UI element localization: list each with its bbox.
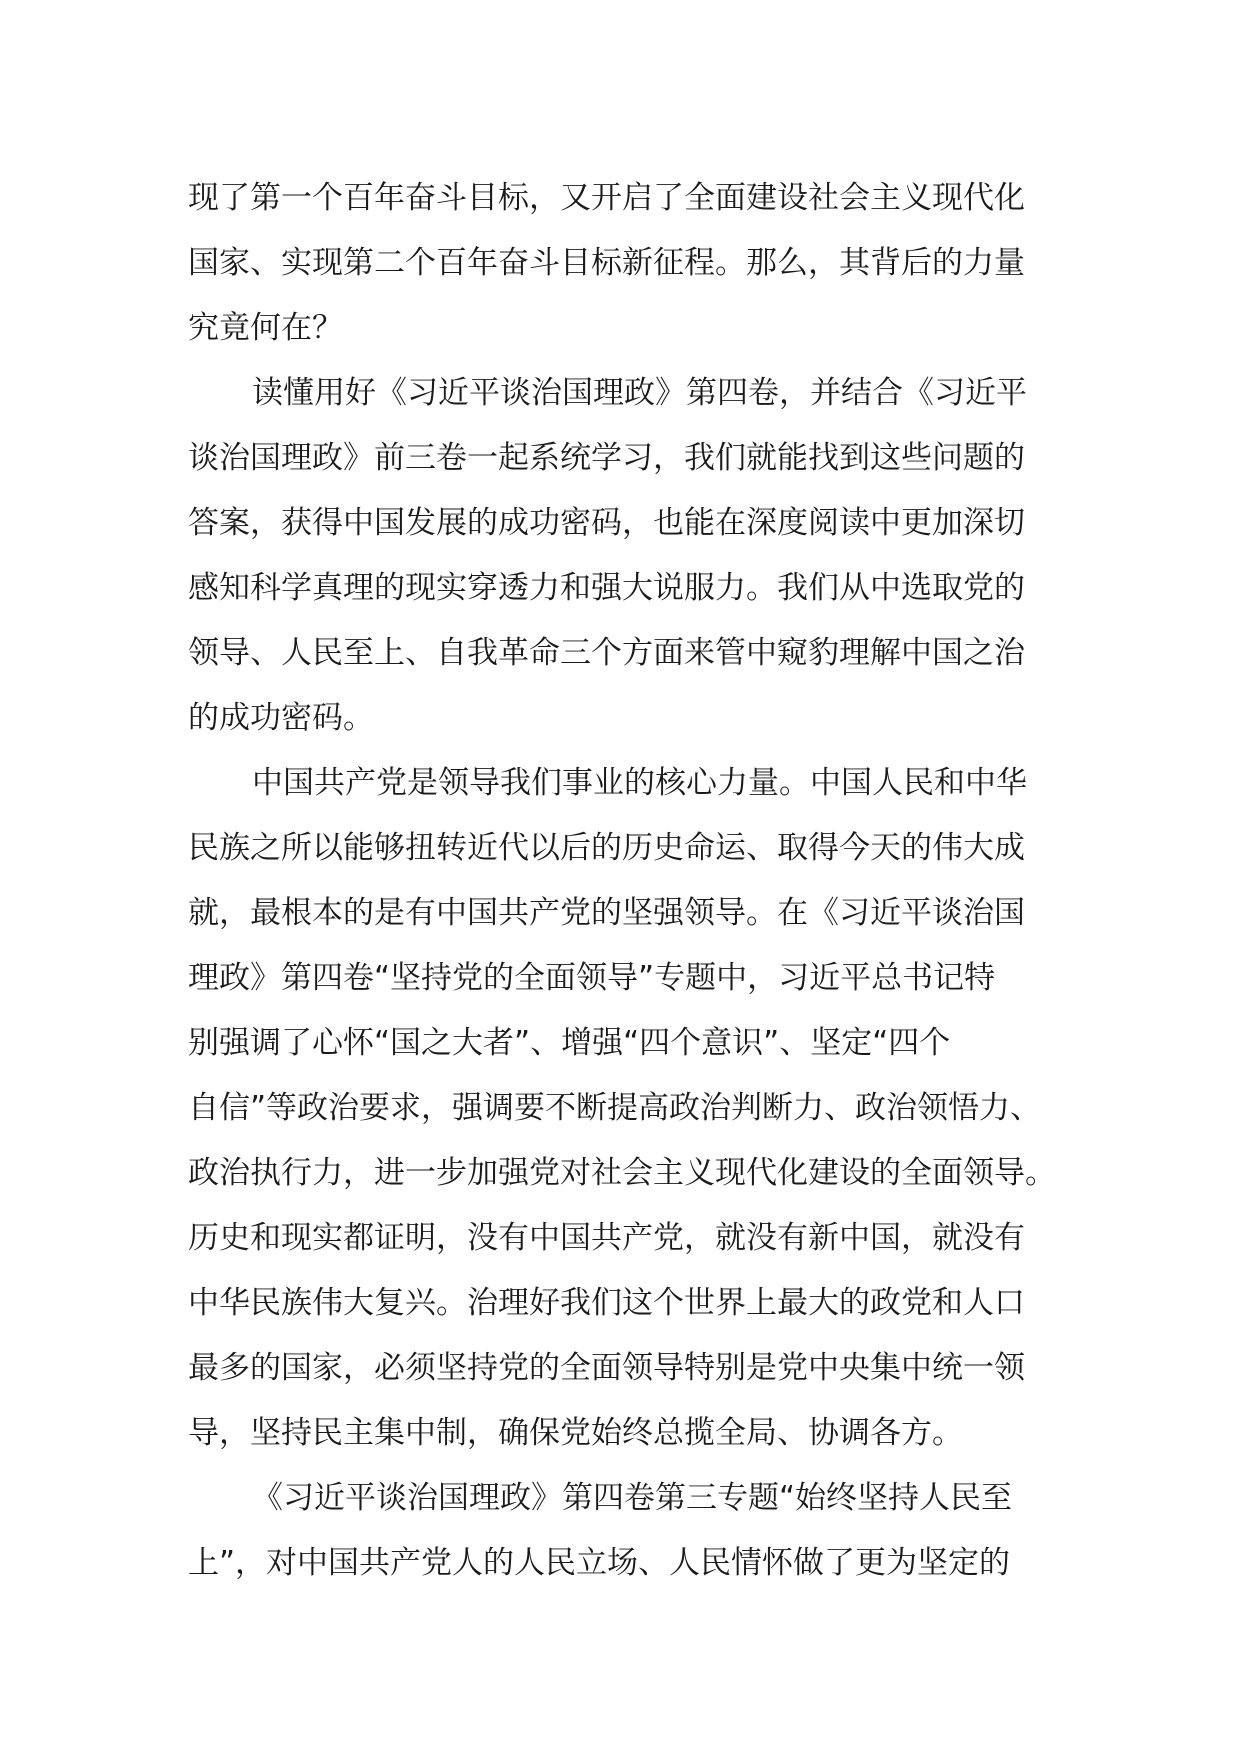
body-text [188, 170, 1068, 1600]
text-line: 的成功密码。 [188, 700, 374, 736]
text-line: 谈治国理政》前三卷一起系统学习，我们就能找到这些问题的 [188, 440, 1025, 476]
text-line: 领导、人民至上、自我革命三个方面来管中窥豹理解中国之治 [188, 635, 1025, 671]
text-line: 导，坚持民主集中制，确保党始终总揽全局、协调各方。 [188, 1415, 963, 1451]
text-line: 答案，获得中国发展的成功密码，也能在深度阅读中更加深切 [188, 505, 1025, 541]
text-line: 中华民族伟大复兴。治理好我们这个世界上最大的政党和人口 [188, 1285, 1025, 1321]
text-line: 感知科学真理的现实穿透力和强大说服力。我们从中选取党的 [188, 570, 1025, 606]
text-line: 理政》第四卷“坚持党的全面领导”专题中，习近平总书记特 [188, 960, 996, 996]
text-line: 历史和现实都证明，没有中国共产党，就没有新中国，就没有 [188, 1220, 1025, 1256]
paragraph-start-line: 《习近平谈治国理政》第四卷第三专题“始终坚持人民至 [252, 1480, 1013, 1516]
text-line: 上”，对中国共产党人的人民立场、人民情怀做了更为坚定的 [188, 1545, 1011, 1581]
text-line: 民族之所以能够扭转近代以后的历史命运、取得今天的伟大成 [188, 830, 1025, 866]
text-line: 政治执行力，进一步加强党对社会主义现代化建设的全面领导。 [188, 1155, 1056, 1191]
text-line: 究竟何在？ [188, 310, 343, 346]
text-line: 现了第一个百年奋斗目标，又开启了全面建设社会主义现代化 [188, 180, 1025, 216]
text-line: 最多的国家，必须坚持党的全面领导特别是党中央集中统一领 [188, 1350, 1025, 1386]
text-line: 就，最根本的是有中国共产党的坚强领导。在《习近平谈治国 [188, 895, 1025, 931]
paragraph-start-line: 读懂用好《习近平谈治国理政》第四卷，并结合《习近平 [252, 375, 1027, 411]
text-line: 国家、实现第二个百年奋斗目标新征程。那么，其背后的力量 [188, 245, 1025, 281]
paragraph-start-line: 中国共产党是领导我们事业的核心力量。中国人民和中华 [252, 765, 1027, 801]
text-line: 自信”等政治要求，强调要不断提高政治判断力、政治领悟力、 [188, 1090, 1042, 1126]
text-line: 别强调了心怀“国之大者”、增强“四个意识”、坚定“四个 [188, 1025, 951, 1061]
